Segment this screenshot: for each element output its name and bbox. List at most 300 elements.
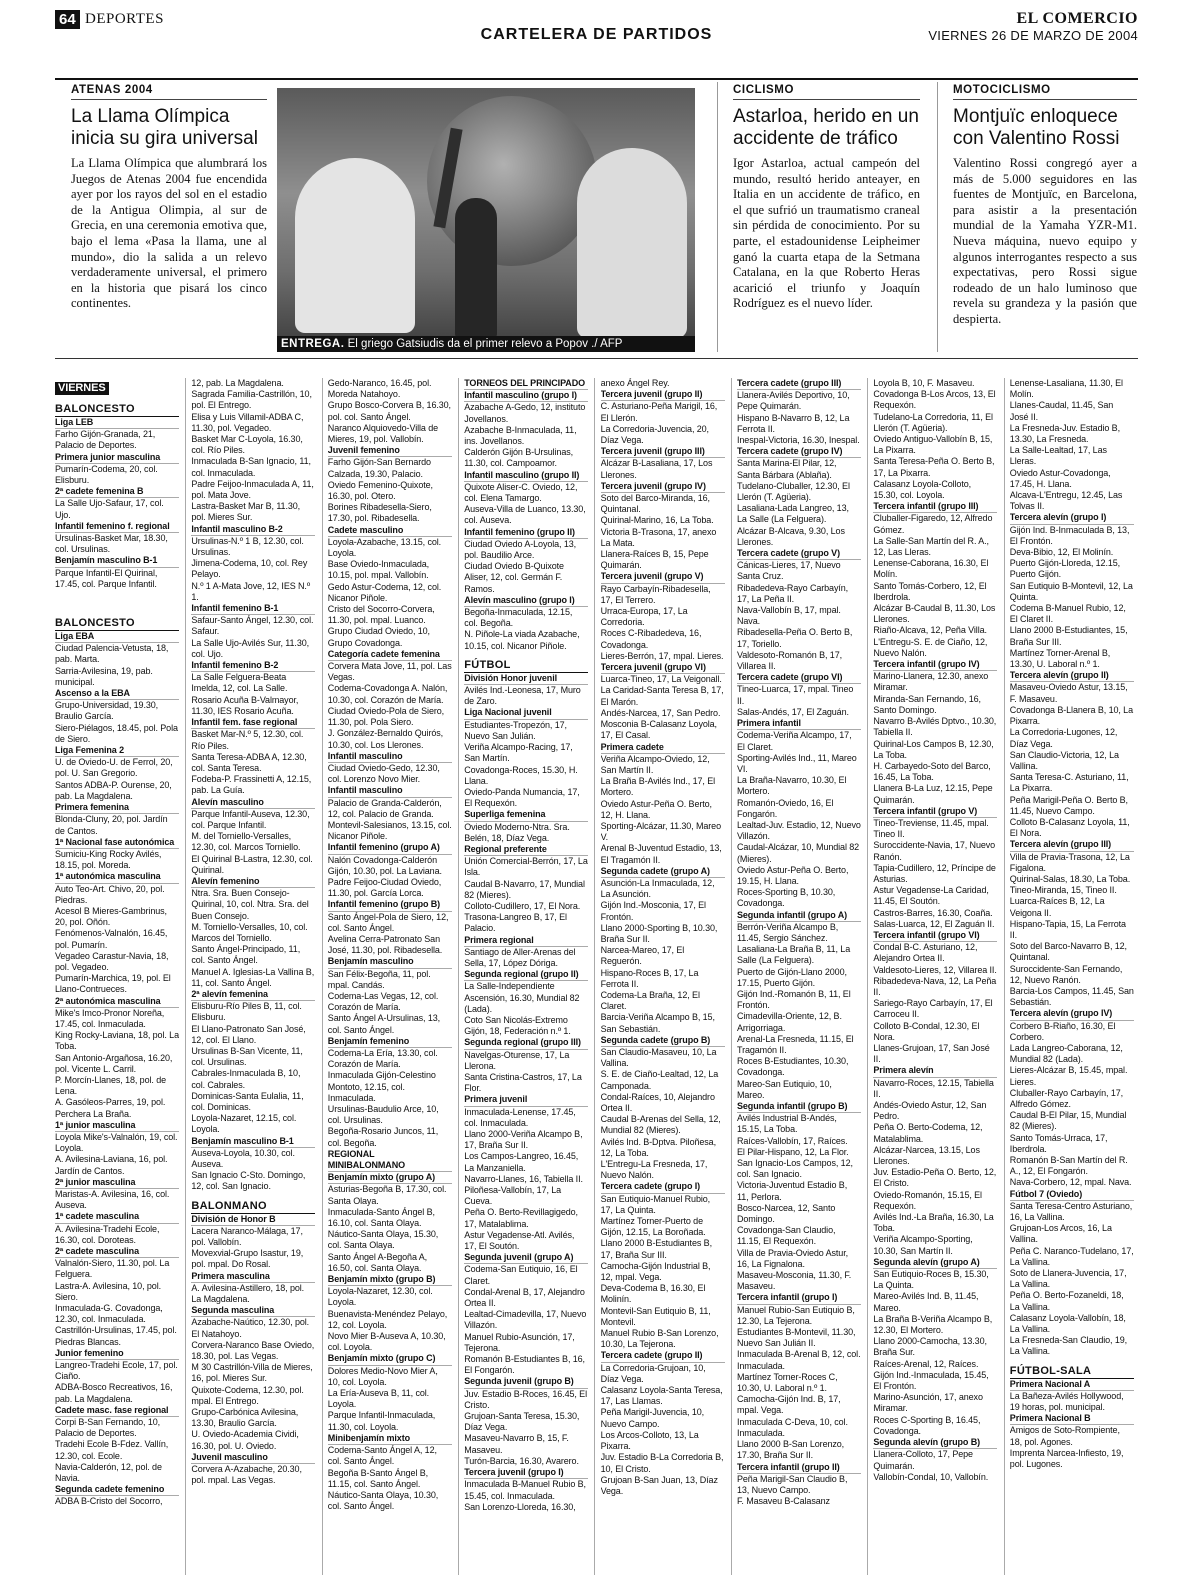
- category-heading: Tercera alevín (grupo IV): [1010, 1008, 1134, 1020]
- match-entry: Romanón B-Estudiantes B, 16, El Fongarón.: [464, 1354, 585, 1376]
- match-entry: Valdesoto-Lieres, 12, Villarea II.: [873, 964, 997, 975]
- match-entry: Peña Marigil-Peña O. Berto B, 11.45, Nuevo Campo.: [1009, 794, 1128, 816]
- match-entry: Colloto B-Condal, 12.30, El Nora.: [873, 1020, 980, 1042]
- match-entry: Ribadedeva-Nava, 12, La Peña II.: [873, 975, 997, 997]
- category-heading: Tercera infantil (grupo I): [737, 1292, 861, 1304]
- story-headline: La Llama Olímpica inicia su gira universal: [71, 106, 258, 149]
- match-entry: Suroccidente-San Fernando, 12, Nuevo Ranón.: [1009, 963, 1123, 985]
- match-entry: Codema B-Manuel Rubio, 12, El Claret II.: [1009, 603, 1126, 625]
- match-entry: Navelgas-Oturense, 17, La Llerona.: [464, 1049, 570, 1071]
- category-heading: Segunda cadete femenino: [55, 1484, 179, 1496]
- caption-text: El griego Gatsiudis da el primer relevo a Popov ./ AFP: [347, 338, 623, 350]
- match-entry: Tineo-Miranda, 15, Tineo II.: [1009, 885, 1117, 896]
- match-entry: La Salle Ujo-Avilés Sur, 11.30, col. Ujo.: [191, 637, 310, 659]
- column-divider: [731, 378, 732, 1575]
- match-entry: Oviedo Astur-Covadonga, 17.45, H. Llana.: [1009, 467, 1111, 489]
- match-entry: Tudelano-Cluballer, 12.30, El Llerón (T. Agüeria).: [737, 480, 850, 503]
- match-entry: Basket Mar C-Loyola, 16.30, col. Río Piles.: [191, 434, 303, 456]
- match-entry: Dominicas-Santa Eulalia, 11, col. Dominicas.: [191, 1090, 304, 1112]
- match-entry: Andés-Oviedo Astur, 12, San Pedro.: [873, 1100, 987, 1122]
- match-entry: Llano 2000 B-Estudiantes B, 17, Braña Sur III.: [600, 1238, 712, 1260]
- match-entry: Montevil-Salesianos, 13.15, col. Nicanor Piñole.: [327, 819, 452, 842]
- match-entry: Salas-Luarca, 12, El Zaguán II.: [873, 918, 995, 929]
- match-entry: Peña C. Naranco-Tudelano, 17, La Vallina.: [1009, 1245, 1134, 1267]
- match-entry: Martínez Torner-Puerto de Gijón, 12.15, La Boroñada.: [600, 1216, 706, 1238]
- match-entry: Loyola-Nazaret, 12.30, col. Loyola.: [327, 1286, 433, 1308]
- category-heading: Liga LEB: [55, 417, 179, 429]
- match-entry: Safaur-Santo Ángel, 12.30, col. Safaur.: [191, 615, 314, 637]
- match-entry: Santo Ángel-Pola de Siero, 12, col. Santo Ángel.: [327, 911, 449, 933]
- column-divider: [185, 378, 186, 1575]
- match-entry: Andés-Narcea, 17, San Pedro.: [600, 707, 721, 718]
- match-entry: Grupo Bosco-Corvera B, 16.30, pol. col. Santo Ángel.: [327, 400, 451, 422]
- match-entry: San Ignacio C-Sto. Domingo, 12, col. San Ignacio.: [191, 1170, 306, 1192]
- match-entry: Auseva-Villa de Luanco, 13.30, col. Auseva.: [464, 504, 586, 526]
- match-entry: Santo Ángel A-Begoña A, 16.50, col. Santa Olaya.: [327, 1251, 428, 1273]
- match-entry: A. Avilesina-Laviana, 16, pol. Jardín de Cantos.: [55, 1154, 168, 1176]
- match-entry: Tudelano-La Corredoria, 11, El Llerón (T. Agüeria).: [873, 411, 993, 433]
- match-entry: La Corredoria-Grujoan, 10, Díaz Vega.: [600, 1362, 706, 1384]
- category-heading: Tercera infantil (grupo VI): [873, 930, 997, 942]
- match-entry: M 30 Castrillón-Villa de Mieres, 16, pol. Mieres Sur.: [191, 1362, 313, 1384]
- match-entry: Ciudad Palencia-Vetusta, 18, pab. Marta.: [55, 643, 169, 665]
- match-entry: Gedo Astur-Codema, 12, col. Nicanor Piñole.: [327, 581, 442, 603]
- match-entry: Condal-Arenal B, 17, Alejandro Ortea II.: [464, 1286, 585, 1309]
- match-entry: Llanera-Colloto, 17, Pepe Quimarán.: [873, 1449, 973, 1471]
- match-entry: Oviedo Astur-Peña O. Berto, 19.15, H. Llana.: [737, 864, 849, 886]
- match-entry: Ursulinas B-San Vicente, 11, col. Ursulinas.: [191, 1045, 303, 1068]
- category-heading: Fútbol 7 (Oviedo): [1010, 1189, 1134, 1201]
- match-entry: 12, pab. La Magdalena.: [191, 378, 284, 388]
- column-divider: [1004, 378, 1005, 1575]
- match-entry: San Eutiquio-Manuel Rubio, 17, La Quinta.: [600, 1193, 711, 1215]
- category-heading: Infantil femenino (grupo B): [328, 899, 452, 911]
- match-entry: Codema-Las Vegas, 12, col. Corazón de María.: [327, 990, 439, 1013]
- match-entry: Avilés Industrial B-Andés, 15.15, La Toba.: [737, 1113, 837, 1135]
- match-entry: Roces C-Ribadedeva, 16, Covadonga.: [600, 628, 702, 650]
- match-entry: Navarro B-Avilés Dptvo., 10.30, Tabiella II.: [873, 716, 997, 738]
- match-entry: L'Entregu-La Fresneda, 17, Nuevo Nalón.: [600, 1159, 708, 1181]
- match-entry: U. de Oviedo-U. de Ferrol, 20, pol. U. San Gregorio.: [55, 757, 173, 779]
- category-heading: Infantil masculino (grupo I): [464, 390, 588, 402]
- match-entry: King Rocky-Laviana, 18, pol. La Toba.: [55, 1030, 179, 1052]
- match-entry: Alcázar B-Alcava, 9.30, Los Llerones.: [737, 525, 845, 547]
- match-entry: Llanera B-La Luz, 12.15, Pepe Quimarán.: [873, 783, 993, 805]
- match-entry: Corbero B-Riaño, 16.30, El Corbero.: [1009, 1020, 1116, 1042]
- match-entry: Urraca-Europa, 17, La Corredoria.: [600, 606, 688, 628]
- match-entry: Grujoan B-San Juan, 13, Díaz Vega.: [600, 1474, 718, 1496]
- match-entry: Santo Ángel-Principado, 11, col. Santo Ángel.: [191, 944, 301, 966]
- match-entry: Cánicas-Lieres, 17, Nuevo Santa Cruz.: [737, 560, 841, 582]
- sport-heading: FÚTBOL-SALA: [1010, 1364, 1134, 1379]
- match-entry: Ribadesella-Peña O. Berto B, 17, Toriello.: [737, 627, 853, 649]
- category-heading: Tercera cadete (grupo I): [601, 1181, 725, 1193]
- listing-column: [737, 378, 861, 1575]
- match-entry: Llanera-Avilés Deportivo, 10, Pepe Quimarán.: [737, 390, 850, 412]
- category-heading: Segunda masculina: [191, 1305, 315, 1317]
- category-heading: Tercera juvenil (grupo V): [601, 571, 725, 583]
- match-entry: Avilés Ind. B-Dptva. Piloñesa, 12, La Toba.: [600, 1136, 716, 1158]
- match-entry: Maristas-A. Avilesina, 16, col. Auseva.: [55, 1189, 170, 1211]
- category-heading: Segunda cadete (grupo B): [601, 1035, 725, 1047]
- match-entry: Masaveu-Navarro B, 15, F. Masaveu.: [464, 1433, 569, 1455]
- match-entry: Lenense-Caborana, 16.30, El Molín.: [873, 558, 989, 580]
- caption-label: ENTREGA.: [281, 338, 345, 350]
- category-heading: Infantil femenino B-2: [191, 660, 315, 672]
- match-entry: Lealtad-Cimadevilla, 17, Nuevo Villazón.: [464, 1309, 587, 1331]
- match-entry: Lieres-Alcázar B, 15.45, mpal. Lieres.: [1009, 1065, 1128, 1087]
- match-entry: Vegadeo Carastur-Navia, 18, pol. Vegadeo.: [55, 950, 169, 972]
- story-kicker: CICLISMO: [733, 82, 920, 100]
- match-entry: Peña O. Berto-Codema, 12, Matalablima.: [873, 1122, 983, 1144]
- category-heading: Tercera cadete (grupo II): [601, 1350, 725, 1362]
- category-heading: Segunda regional (grupo III): [464, 1037, 588, 1049]
- match-entry: Langreo-Tradehi Ecole, 17, pol. Ciaño.: [55, 1360, 178, 1382]
- match-entry: Farho Gijón-Granada, 21, Palacio de Deportes.: [55, 429, 156, 451]
- match-entry: Raíces-Arenal, 12, Raíces.: [873, 1358, 979, 1369]
- category-heading: Benjamín mixto (grupo C): [328, 1353, 452, 1365]
- match-entry: Mosconia B-Calasanz Loyola, 17, El Casal.: [600, 719, 717, 741]
- category-heading: Primera masculina: [191, 1271, 315, 1283]
- category-heading: Benjamín femenino: [328, 1036, 452, 1048]
- match-entry: Manuel Rubio-Asunción, 17, Tejerona.: [464, 1331, 575, 1353]
- match-entry: Loyola-Azabache, 13.15, col. Loyola.: [327, 536, 442, 559]
- photo-runner-right: [577, 148, 687, 338]
- category-heading: Infantil femenino (grupo A): [328, 842, 452, 854]
- match-entry: Ursulinas-Baudulio Arce, 10, col. Ursulinas.: [327, 1104, 439, 1126]
- match-entry: Veriña Alcampo-Oviedo, 12, San Martín II.: [600, 753, 710, 775]
- match-entry: Roces-Sporting B, 10.30, Covadonga.: [737, 887, 836, 909]
- category-heading: REGIONAL MINIBALONMANO: [328, 1149, 452, 1172]
- listing-column: [464, 378, 588, 1575]
- match-entry: Nalón Covadonga-Calderón Gijón, 10.30, pol. La Laviana.: [327, 854, 442, 876]
- category-heading: Segunda juvenil (grupo A): [464, 1252, 588, 1264]
- category-heading: Junior femenino: [55, 1348, 179, 1360]
- category-heading: Primera cadete: [601, 742, 725, 754]
- match-entry: La Bañeza-Avilés Hollywood, 19 horas, pol. municipal.: [1009, 1390, 1124, 1413]
- match-entry: Roces B-Estudiantes, 10.30, Covadonga.: [737, 1056, 849, 1078]
- match-entry: Deva-Bibio, 12, El Molinín.: [1009, 547, 1114, 558]
- match-entry: Santo Ángel A-Ursulinas, 13, col. Santo Ángel.: [327, 1013, 441, 1035]
- match-entry: El Pilar-Hispano, 12, La Flor.: [737, 1146, 849, 1157]
- category-heading: Tercera infantil (grupo II): [737, 1462, 861, 1474]
- match-entry: Santa Teresa-C. Asturiano, 11, La Pixarra.: [1009, 772, 1129, 794]
- photo-runner-left: [295, 158, 415, 333]
- match-entry: Santo Tomás-Corbero, 12, El Iberdrola.: [873, 580, 987, 602]
- category-heading: Benjamín masculino B-1: [191, 1136, 315, 1148]
- match-entry: Parque Infantil-Inmaculada, 11.30, col. Loyola.: [327, 1410, 436, 1432]
- spacer: [55, 590, 179, 600]
- match-entry: Tradehi Ecole B-Fdez. Vallín, 12.30, col. Ecole.: [55, 1439, 169, 1461]
- category-heading: Liga EBA: [55, 631, 179, 643]
- match-entry: Cristo del Socorro-Corvera, 11.30, pol. mpal. Luanco.: [327, 604, 435, 626]
- match-entry: Corvera A-Azabache, 20.30, pol. mpal. Las Vegas.: [191, 1464, 302, 1486]
- match-entry: Fodeba-P. Frassinetti A, 12.15, pab. La Guía.: [191, 774, 312, 796]
- category-heading: Juvenil masculino: [191, 1452, 315, 1464]
- match-entry: Grujoan-Santa Teresa, 15.30, Díaz Vega.: [464, 1411, 580, 1433]
- sport-heading: BALONCESTO: [55, 402, 179, 417]
- match-entry: Caudal B-El Pilar, 15, Mundial 82 (Mieres).: [1009, 1110, 1127, 1132]
- match-entry: Parque Infantil-Auseva, 12.30, col. Parque Infantil.: [191, 808, 310, 830]
- match-listings: [55, 378, 1138, 1575]
- match-entry: Colloto B-Calasanz Loyola, 11, El Nora.: [1009, 816, 1130, 839]
- category-heading: Regional preferente: [464, 844, 588, 856]
- match-entry: Caudal B-Arenas del Sella, 12, Mundial 82 (Mieres).: [600, 1114, 721, 1136]
- match-entry: San Félix-Begoña, 11, pol. mpal. Candás.: [327, 968, 431, 990]
- match-entry: Quirinal-Salas, 18.30, La Toba.: [1009, 873, 1131, 884]
- match-entry: Montevil-San Eutiquio B, 11, Montevil.: [600, 1305, 711, 1327]
- match-entry: U. Oviedo-Academia Cividi, 16.30, pol. U. Oviedo.: [191, 1429, 299, 1451]
- category-heading: Tercera alevín (grupo I): [1010, 512, 1134, 524]
- category-heading: Benjamín mixto (grupo B): [328, 1274, 452, 1286]
- story-cycling: [733, 82, 920, 312]
- match-entry: Llanes-Grujoan, 17, San José II.: [873, 1042, 990, 1065]
- match-entry: Quixote Aliser-C. Oviedo, 12, col. Elena Tamargo.: [464, 481, 578, 504]
- match-entry: Tineo-Treviense, 11.45, mpal. Tineo II.: [873, 817, 989, 840]
- match-entry: Lastra-A. Avilesina, 10, pol. Siero.: [55, 1280, 161, 1302]
- match-entry: Elisburu-Río Piles B, 11, col. Elisburu.: [191, 1001, 302, 1023]
- match-entry: Bosco-Narcea, 12, Santo Domingo.: [737, 1202, 836, 1225]
- match-entry: ADBA-Bosco Recreativos, 16, pab. La Magdalena.: [55, 1382, 173, 1404]
- match-entry: Cabrales-Inmaculada B, 10, col. Cabrales.: [191, 1068, 301, 1090]
- match-entry: Raíces-Vallobín, 17, Raíces.: [737, 1135, 848, 1146]
- match-entry: Oviedo-Panda Numancia, 17, El Requexón.: [464, 786, 580, 809]
- match-entry: J. González-Bernaldo Quirós, 10.30, col. Los Llerones.: [327, 728, 444, 750]
- match-entry: Gijón Ind. B-Inmaculada B, 13, El Frontón.: [1009, 524, 1130, 546]
- match-entry: Santa Teresa-ADBA A, 12.30, col. Santa Teresa.: [191, 751, 307, 773]
- match-entry: Sporting-Avilés Ind., 11, Mareo VI.: [737, 752, 857, 774]
- category-heading: Segunda juvenil (grupo B): [464, 1376, 588, 1388]
- match-entry: Gijón Ind.-Mosconia, 17, El Frontón.: [600, 900, 706, 922]
- match-entry: Cluballer-Rayo Carbayín, 17, Alfredo Gómez.: [1009, 1087, 1124, 1109]
- match-entry: El Quirinal B-Lastra, 12.30, col. Quirinal.: [191, 853, 313, 875]
- match-entry: H. Carbayedo-Soto del Barco, 16.45, La Toba.: [873, 760, 991, 783]
- category-heading: Minibenjamín mixto: [328, 1433, 452, 1445]
- match-entry: Nava-Vallobín B, 17, mpal. Nava.: [737, 605, 841, 627]
- match-entry: Amigos de Soto-Rompiente, 18, pol. Agones.: [1009, 1425, 1120, 1447]
- match-entry: Loyola Mike's-Valnalón, 19, col. Loyola.: [55, 1131, 178, 1154]
- match-entry: Pumarín-Codema, 20, col. Elisburu.: [55, 463, 158, 486]
- match-entry: Movexvial-Grupo Isastur, 19, pol. mpal. Do Rosal.: [191, 1248, 304, 1270]
- sport-heading: BALONCESTO: [55, 616, 179, 631]
- match-entry: Auto Teo-Art. Chivo, 20, pol. Piedras.: [55, 883, 165, 905]
- match-entry: San Antonio-Argañosa, 16.20, pol. Vicente L. Carril.: [55, 1052, 173, 1074]
- category-heading: Infantil femenino B-1: [191, 603, 315, 615]
- listing-column: [328, 378, 452, 1575]
- match-entry: A. Avilesina-Tradehi Ecole, 16.30, col. Doroteas.: [55, 1223, 160, 1245]
- category-heading: Tercera juvenil (grupo VI): [601, 662, 725, 674]
- top-stories: [55, 78, 1138, 359]
- photo-guard: [455, 198, 497, 338]
- match-entry: Peña Marigil-Juvencia, 10, Nuevo Campo.: [600, 1407, 705, 1429]
- match-entry: Deva-Codema B, 16.30, El Molinín.: [600, 1283, 706, 1305]
- match-entry: Camocha-Gijón Industrial B, 12, mpal. Vega.: [600, 1260, 711, 1283]
- match-entry: ADBA B-Cristo del Socorro,: [55, 1496, 163, 1507]
- match-entry: Oviedo Moderno-Ntra. Sra. Belén, 18, Díaz Vega.: [464, 821, 570, 843]
- match-entry: Tapia-Cudillero, 12, Príncipe de Asturias.: [873, 862, 996, 884]
- news-photo: [277, 88, 695, 352]
- match-entry: Veriña Alcampo-Sporting, 10.30, San Martín II.: [873, 1234, 973, 1256]
- story-body: Igor Astarloa, actual campeón del mundo, resultó herido anteayer, en Italia en un accidente de tráfico, en el que sufrió un traumatismo craneal sin pérdida de conocimiento. Por su parte, el estadounidense Leipheimer ganó la cuarta etapa de la Setmana Catalana, en la que Roberto Heras acarició el triunfo y Joaquín Rodríguez es el nuevo líder.: [733, 156, 920, 311]
- match-entry: Gijón Ind.-Inmaculada, 15.45, El Frontón.: [873, 1369, 989, 1392]
- match-entry: C. Asturiano-Peña Marigil, 16, El Llerón.: [600, 401, 718, 423]
- match-entry: Manuel Rubio-San Eutiquio B, 12.30, La Tejerona.: [737, 1304, 855, 1326]
- match-entry: Lenense-Lasaliana, 11.30, El Molín.: [1009, 378, 1123, 400]
- match-entry: Romanón B-San Martín del R. A., 12, El Fongarón.: [1009, 1155, 1128, 1177]
- category-heading: Alevín masculino (grupo I): [464, 595, 588, 607]
- match-entry: Imprenta Narcea-Infiesto, 19, pol. Lugones.: [1009, 1447, 1124, 1470]
- newspaper-name: EL COMERCIO: [1016, 10, 1138, 27]
- match-entry: Ribadedeva-Rayo Carbayín, 17, La Peña II.: [737, 582, 849, 604]
- match-entry: La Salle-Lealtad, 17, Las Lleras.: [1009, 445, 1107, 467]
- match-entry: Marino-Asunción, 17, anexo Miramar.: [873, 1392, 983, 1414]
- match-entry: Siero-Piélagos, 18.45, pol. Pola de Siero.: [55, 722, 178, 744]
- match-entry: Astur Vegadense-La Caridad, 11.45, El Soutón.: [873, 885, 989, 907]
- category-heading: Tercera juvenil (grupo II): [601, 389, 725, 401]
- match-entry: Codema-La Braña, 12, El Claret.: [600, 989, 700, 1012]
- match-entry: Base Oviedo-Inmaculada, 10.15, pol. mpal. Vallobín.: [327, 559, 430, 581]
- match-entry: Náutico-Santa Olaya, 10.30, col. Santo Ángel.: [327, 1489, 439, 1512]
- category-heading: Tercera infantil (grupo V): [873, 806, 997, 818]
- category-heading: Primera Nacional B: [1010, 1413, 1134, 1425]
- category-heading: 2ª cadete masculina: [55, 1246, 179, 1258]
- category-heading: Alevín femenino: [191, 876, 315, 888]
- category-heading: Tercera juvenil (grupo III): [601, 446, 725, 458]
- match-entry: Inmaculada-Lenense, 17.45, col. Inmaculada.: [464, 1106, 576, 1128]
- match-entry: Grupo Ciudad Oviedo, 10, Grupo Covadonga.: [327, 626, 430, 648]
- story-body: La Llama Olímpica que alumbrará los Juegos de Atenas 2004 fue encendida ayer por los rayos del sol en el estadio de la Antigua Olimpia, al sur de Grecia, en una ceremonia emotiva que, bajo el lema «Pasa la llama, une al mundo», dio la salida a un relevo verdaderamente universal, el primero en la historia que pisará los cinco continentes.: [71, 156, 267, 311]
- match-entry: Avelina Cerra-Patronato San José, 11.30, pol. Ribadesella.: [327, 933, 443, 956]
- match-entry: Los Arcos-Colloto, 13, La Pixarra.: [600, 1429, 699, 1452]
- match-entry: Lieres-Berrón, 17, mpal. Lieres.: [600, 650, 724, 661]
- match-entry: La Fresneda-Juv. Estadio B, 13.30, La Fresneda.: [1009, 422, 1120, 445]
- match-entry: Manuel A. Iglesias-La Vallina B, 11, col. Santo Ángel.: [191, 966, 315, 988]
- match-entry: Loyola-Nazaret, 12.15, col. Loyola.: [191, 1113, 297, 1135]
- match-entry: Corvera-Naranco Base Oviedo, 18.30, pol. Las Vegas.: [191, 1339, 315, 1362]
- category-heading: Tercera cadete (grupo IV): [737, 446, 861, 458]
- match-entry: Santa Teresa-Centro Asturiano, 16, La Vallina.: [1009, 1200, 1133, 1223]
- category-heading: Segunda regional (grupo II): [464, 969, 588, 981]
- match-entry: Begoña-Inmaculada, 12.15, col. Begoña.: [464, 607, 573, 629]
- category-heading: Segunda cadete (grupo A): [601, 866, 725, 878]
- match-entry: Pumarín-Marchica, 19, pol. El Llano-Contrueces.: [55, 973, 171, 995]
- listing-column: [1010, 378, 1134, 1575]
- match-entry: Grujoan-Los Arcos, 16, La Vallina.: [1009, 1223, 1112, 1245]
- match-entry: Turón-Barcia, 16.30, Avarero.: [464, 1455, 579, 1466]
- match-entry: Inespal-Victoria, 16.30, Inespal.: [737, 435, 860, 446]
- match-entry: Corpi B-San Fernando, 10, Palacio de Deportes.: [55, 1417, 161, 1439]
- column-divider: [717, 82, 718, 352]
- photo-caption: [277, 336, 695, 352]
- match-entry: Lacera Naranco-Málaga, 17, pol. Vallobín.: [191, 1225, 303, 1248]
- match-entry: La Corredoria-Lugones, 12, Díaz Vega.: [1009, 727, 1118, 749]
- category-heading: 2ª cadete femenina B: [55, 486, 179, 498]
- match-entry: Peña Marigil-San Claudio B, 13, Nuevo Campo.: [737, 1473, 848, 1495]
- match-entry: Llanera-Raíces B, 15, Pepe Quimarán.: [600, 549, 709, 571]
- match-entry: La Fresneda-San Claudio, 19, La Vallina.: [1009, 1335, 1128, 1357]
- match-entry: A. Gasóleos-Parres, 19, pol. Perchera La Braña.: [55, 1097, 166, 1119]
- story-moto: [953, 82, 1137, 328]
- match-entry: Azabache B-Inmaculada, 11, ins. Jovellanos.: [464, 424, 577, 447]
- spacer: [55, 600, 179, 610]
- category-heading: Liga Nacional juvenil: [464, 707, 588, 719]
- match-entry: Auseva-Loyola, 10.30, col. Auseva.: [191, 1147, 295, 1170]
- match-entry: Navarro-Llanes, 16, Tabiella II.: [464, 1173, 583, 1184]
- category-heading: Juvenil femenino: [328, 445, 452, 457]
- match-entry: Juv. Estadio-Peña O. Berto, 12, El Cristo.: [873, 1167, 997, 1189]
- match-entry: Llano 2000-Veriña Alcampo B, 17, Braña Sur II.: [464, 1129, 583, 1151]
- column-divider: [458, 378, 459, 1575]
- match-entry: Villa de Pravia-Oviedo Astur, 16, La Fignalona.: [737, 1247, 848, 1269]
- match-entry: San Claudio-Victoria, 12, La Vallina.: [1009, 749, 1119, 771]
- top-rule: [55, 78, 1138, 80]
- match-entry: Cluballer-Figaredo, 12, Alfredo Gómez.: [873, 513, 993, 535]
- match-entry: Oviedo Antiguo-Vallobín B, 15, La Pixarra.: [873, 434, 993, 456]
- match-entry: Corvera Mata Jove, 11, pol. Las Vegas.: [327, 661, 452, 683]
- match-entry: La Braña B-Avilés Ind., 17, El Mortero.: [600, 776, 715, 798]
- match-entry: Peña O. Berto-Fozaneldi, 18, La Vallina.: [1009, 1290, 1124, 1312]
- match-entry: Luarca-Tineo, 17, La Veigonall.: [600, 674, 722, 685]
- match-entry: Luarca-Raíces B, 12, La Veigona II.: [1009, 896, 1105, 918]
- match-entry: P. Morcín-Llanes, 18, pol. de Lena.: [55, 1074, 167, 1097]
- category-heading: Ascenso a la EBA: [55, 688, 179, 700]
- match-entry: Rayo Carbayín-Ribadesella, 17, El Terrero.: [600, 583, 711, 605]
- match-entry: Hispano B-Navarro B, 12, La Ferrota II.: [737, 412, 850, 434]
- match-entry: Ciudad Oviedo-Pola de Siero, 11.30, pol. Pola Siero.: [327, 705, 445, 728]
- match-entry: Vallobín-Condal, 10, Vallobín.: [873, 1471, 989, 1482]
- match-entry: Grupo-Universidad, 19.30, Braulio García.: [55, 700, 159, 722]
- column-divider: [937, 82, 938, 352]
- match-entry: Caudal B-Navarro, 17, Mundial 82 (Mieres).: [464, 878, 585, 900]
- match-entry: La Corredoria-Juvencia, 20, Díaz Vega.: [600, 423, 709, 446]
- match-entry: Loyola B, 10, F. Masaveu.: [873, 378, 975, 388]
- match-entry: Veriña Alcampo-Racing, 17, San Martín.: [464, 742, 573, 764]
- match-entry: N. Piñole-La viada Azabache, 10.15, col. Nicanor Piñole.: [464, 629, 580, 651]
- match-entry: La Salle-San Martín del R. A., 12, Las Lleras.: [873, 535, 989, 558]
- match-entry: Sariego-Rayo Carbayín, 17, El Carroceu II.: [873, 998, 993, 1020]
- match-entry: anexo Ángel Rey.: [600, 378, 670, 388]
- match-entry: Jimena-Codema, 10, col. Rey Pelayo.: [191, 558, 308, 580]
- match-entry: Estudiantes-Tropezón, 17, Nuevo San Julián.: [464, 719, 567, 741]
- match-entry: Santos ADBA-P. Ourense, 20, pab. La Magdalena.: [55, 779, 172, 801]
- match-entry: Hispano-Tapia, 15, La Ferrota II.: [1009, 918, 1126, 940]
- match-entry: Covadonga-Roces, 15.30, H. Llana.: [464, 764, 578, 786]
- category-heading: Infantil fem. fase regional: [191, 717, 315, 729]
- match-entry: Valdesoto-Romanón B, 17, Villarea II.: [737, 649, 842, 672]
- match-entry: San Eutiquio-Roces B, 15.30, La Quinta.: [873, 1269, 989, 1291]
- match-entry: Náutico-Santa Olaya, 15.30, col. Santa Olaya.: [327, 1229, 439, 1251]
- match-entry: La Caridad-Santa Teresa B, 17, El Marón.: [600, 685, 724, 707]
- category-heading: 2ª autonómica masculina: [55, 996, 179, 1008]
- match-entry: Santa Cristina-Castros, 17, La Flor.: [464, 1071, 582, 1094]
- category-heading: Primera juvenil: [464, 1094, 588, 1106]
- match-entry: Calderón Gijón B-Ursulinas, 11.30, col. Campoamor.: [464, 447, 574, 469]
- match-entry: Mike's Imco-Pronor Noreña, 17.45, col. Inmaculada.: [55, 1007, 165, 1029]
- match-entry: Juv. Estadio B-La Corredoria B, 10, El Cristo.: [600, 1452, 724, 1474]
- match-entry: Sumiciu-King Rocky Avilés, 18.15, pol. Moreda.: [55, 848, 162, 871]
- match-entry: Valnalón-Siero, 11.30, pol. La Felguera.: [55, 1258, 170, 1280]
- match-entry: Lealtad-Juv. Estadio, 12, Nuevo Villazón.: [737, 819, 861, 842]
- match-entry: Cimadevilla-Oriente, 12, B. Arrigorriaga.: [737, 1011, 842, 1033]
- match-entry: Oviedo Femenino-Quixote, 16.30, pol. Otero.: [327, 479, 433, 502]
- category-heading: Primera alevín: [873, 1065, 997, 1077]
- match-entry: Martínez Torner-Roces C, 10.30, U. Laboral n.º 1.: [737, 1371, 838, 1394]
- match-entry: Sporting-Alcázar, 11.30, Mareo V.: [600, 820, 721, 843]
- category-heading: Benjamín mixto (grupo A): [328, 1172, 452, 1184]
- match-entry: Marino-Llanera, 12.30, anexo Miramar.: [873, 671, 989, 693]
- match-entry: Alcava-L'Entregu, 12.45, Las Tolvas II.: [1009, 490, 1123, 512]
- match-entry: Navia-Calderón, 12, pol. de Navia.: [55, 1461, 162, 1484]
